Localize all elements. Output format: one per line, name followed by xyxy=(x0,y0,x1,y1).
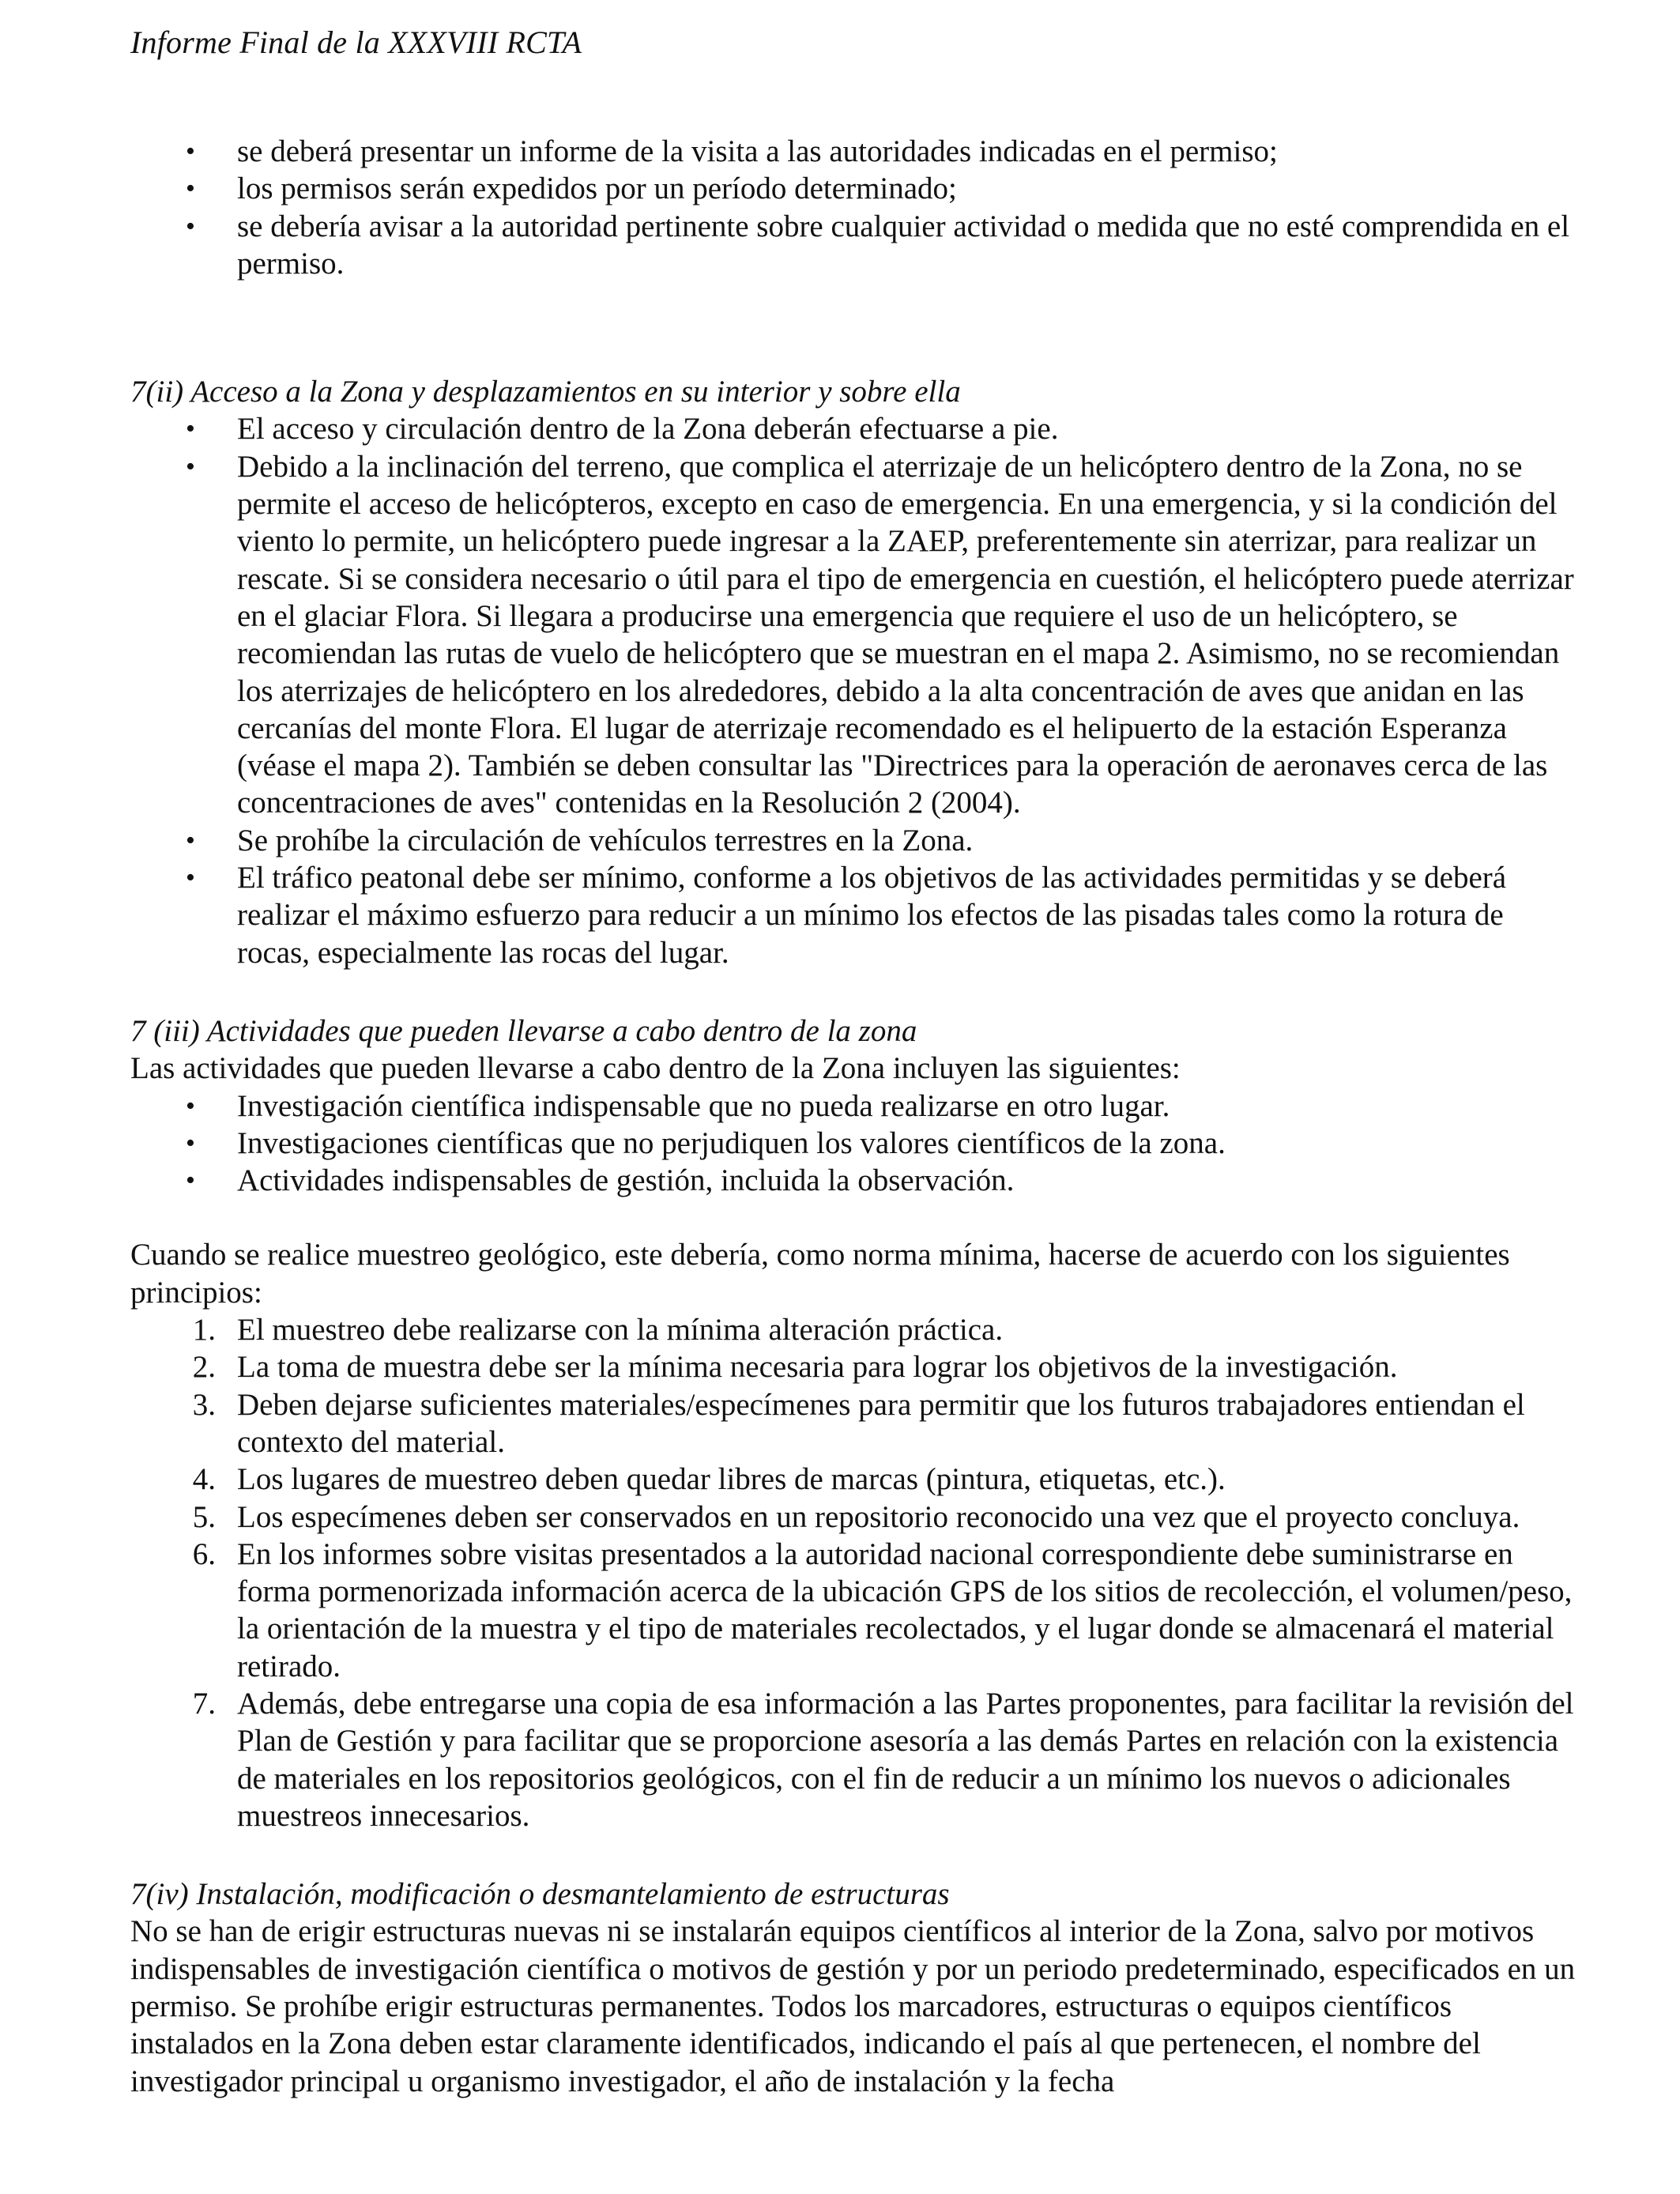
list-item xyxy=(130,1685,1576,1834)
sampling-intro: Cuando se realice muestreo geológico, este debería, como norma mínima, hacerse de acuerdo con los siguientes principios: xyxy=(130,1238,1510,1310)
bullet-icon: • xyxy=(186,825,195,855)
list-item xyxy=(130,1088,1576,1125)
list-item xyxy=(130,1348,1576,1385)
list-item xyxy=(130,170,1576,207)
list-number: 1. xyxy=(192,1313,216,1348)
list-item-text: El muestreo debe realizarse con la mínima alteración práctica. xyxy=(237,1313,1004,1348)
bullet-icon: • xyxy=(186,211,195,241)
list-item-text: se deberá presentar un informe de la visita a las autoridades indicadas en el permiso; xyxy=(237,134,1278,168)
section-heading-iv: 7(iv) Instalación, modificación o desmantelamiento de estructuras xyxy=(130,1877,950,1912)
list-item xyxy=(130,1311,1576,1348)
bullet-icon: • xyxy=(186,137,195,166)
sampling-principles-list xyxy=(130,1311,1576,1834)
list-item-text: Los lugares de muestreo deben quedar libres de marcas (pintura, etiquetas, etc.). xyxy=(237,1462,1226,1497)
bullet-icon: • xyxy=(186,863,195,893)
list-item xyxy=(130,1536,1576,1685)
list-item-text: Investigación científica indispensable que no pueda realizarse en otro lugar. xyxy=(237,1088,1170,1123)
list-item xyxy=(130,448,1576,822)
page-content xyxy=(130,133,1576,2100)
bullet-icon: • xyxy=(186,414,195,444)
spacer xyxy=(130,1199,1576,1236)
list-number: 3. xyxy=(192,1387,216,1422)
spacer xyxy=(130,1834,1576,1875)
intro-bullet-list xyxy=(130,133,1576,282)
list-item-text: Investigaciones científicas que no perjudiquen los valores científicos de la zona. xyxy=(237,1125,1226,1160)
section-heading-ii: 7(ii) Acceso a la Zona y desplazamientos en su interior y sobre ella xyxy=(130,375,961,409)
list-item-text: se debería avisar a la autoridad pertinente sobre cualquier actividad o medida que no esté comprendida en el permiso. xyxy=(237,209,1570,281)
list-number: 2. xyxy=(192,1350,216,1385)
list-item-text: La toma de muestra debe ser la mínima necesaria para lograr los objetivos de la investigación. xyxy=(237,1350,1398,1385)
list-number: 7. xyxy=(192,1686,216,1721)
spacer xyxy=(130,971,1576,1012)
list-item-text: Deben dejarse suficientes materiales/especímenes para permitir que los futuros trabajadores entiendan el contexto del material. xyxy=(237,1387,1525,1459)
list-item-text: Además, debe entregarse una copia de esa información a las Partes proponentes, para facilitar la revisión del Plan de Gestión y para facilitar que se proporcione asesoría a las demás Partes en relación con la existencia de materiales en los repositorios geológicos, con el fin de reducir a un mínimo los nuevos o adicionales muestreos innecesarios. xyxy=(237,1686,1574,1833)
list-number: 4. xyxy=(192,1462,216,1497)
spacer xyxy=(130,336,1576,373)
list-item-text: Debido a la inclinación del terreno, que complica el aterrizaje de un helicóptero dentro de la Zona, no se permite el acceso de helicópteros, excepto en caso de emergencia. En una emergencia, y si la condición del viento lo permite, un helicóptero puede ingresar a la ZAEP, preferentemente sin aterrizar, para realizar un rescate. Si se considera necesario o útil para el tipo de emergencia en cuestión, el helicóptero puede aterrizar en el glaciar Flora. Si llegara a producirse una emergencia que requiere el uso de un helicóptero, se recomiendan las rutas de vuelo de helicóptero que se muestran en el mapa 2. Asimismo, no se recomiendan los aterrizajes de helicóptero en los alrededores, debido a la alta concentración de aves que anidan en las cercanías del monte Flora. El lugar de aterrizaje recomendado es el helipuerto de la estación Esperanza (véase el mapa 2). También se deben consultar las "Directrices para la operación de aeronaves cerca de las concentraciones de aves" contenidas en la Resolución 2 (2004). xyxy=(237,449,1574,820)
list-number: 6. xyxy=(192,1536,216,1571)
list-item-text: Actividades indispensables de gestión, incluida la observación. xyxy=(237,1163,1015,1198)
running-header: Informe Final de la XXXVIII RCTA xyxy=(130,25,582,60)
list-item xyxy=(130,1386,1576,1461)
list-item xyxy=(130,410,1576,447)
list-number: 5. xyxy=(192,1499,216,1534)
list-item xyxy=(130,1125,1576,1162)
access-bullet-list xyxy=(130,410,1576,971)
list-item xyxy=(130,1498,1576,1536)
list-item xyxy=(130,133,1576,170)
spacer xyxy=(130,282,1576,336)
activities-bullet-list xyxy=(130,1088,1576,1200)
list-item-text: los permisos serán expedidos por un período determinado; xyxy=(237,172,957,206)
list-item xyxy=(130,1461,1576,1498)
bullet-icon: • xyxy=(186,451,195,481)
list-item-text: Se prohíbe la circulación de vehículos terrestres en la Zona. xyxy=(237,823,974,858)
list-item xyxy=(130,822,1576,859)
section-heading-iii: 7 (iii) Actividades que pueden llevarse a cabo dentro de la zona xyxy=(130,1013,917,1048)
list-item-text: El acceso y circulación dentro de la Zona deberán efectuarse a pie. xyxy=(237,412,1059,447)
bullet-icon: • xyxy=(186,1128,195,1158)
list-item xyxy=(130,208,1576,283)
list-item-text: En los informes sobre visitas presentados a la autoridad nacional correspondiente debe suministrarse en forma pormenorizada información acerca de la ubicación GPS de los sitios de recolección, el volumen/peso, la orientación de la muestra y el tipo de materiales recolectados, y el lugar donde se almacenará el material retirado. xyxy=(237,1536,1573,1683)
list-item xyxy=(130,859,1576,971)
list-item xyxy=(130,1162,1576,1199)
list-item-text: El tráfico peatonal debe ser mínimo, conforme a los objetivos de las actividades permitidas y se deberá realizar el máximo esfuerzo para reducir a un mínimo los efectos de las pisadas tales como la rotura de rocas, especialmente las rocas del lugar. xyxy=(237,861,1507,970)
bullet-icon: • xyxy=(186,174,195,204)
structures-paragraph: No se han de erigir estructuras nuevas ni se instalarán equipos científicos al interior de la Zona, salvo por motivos indispensables de investigación científica o motivos de gestión y por un periodo predeterminado, especificados en un permiso. Se prohíbe erigir estructuras permanentes. Todos los marcadores, estructuras o equipos científicos instalados en la Zona deben estar claramente identificados, indicando el país al que pertenecen, el nombre del investigador principal u organismo investigador, el año de instalación y la fecha xyxy=(130,1914,1576,2098)
list-item-text: Los especímenes deben ser conservados en un repositorio reconocido una vez que el proyecto concluya. xyxy=(237,1499,1520,1534)
bullet-icon: • xyxy=(186,1166,195,1196)
activities-intro: Las actividades que pueden llevarse a cabo dentro de la Zona incluyen las siguientes: xyxy=(130,1051,1181,1086)
bullet-icon: • xyxy=(186,1091,195,1121)
